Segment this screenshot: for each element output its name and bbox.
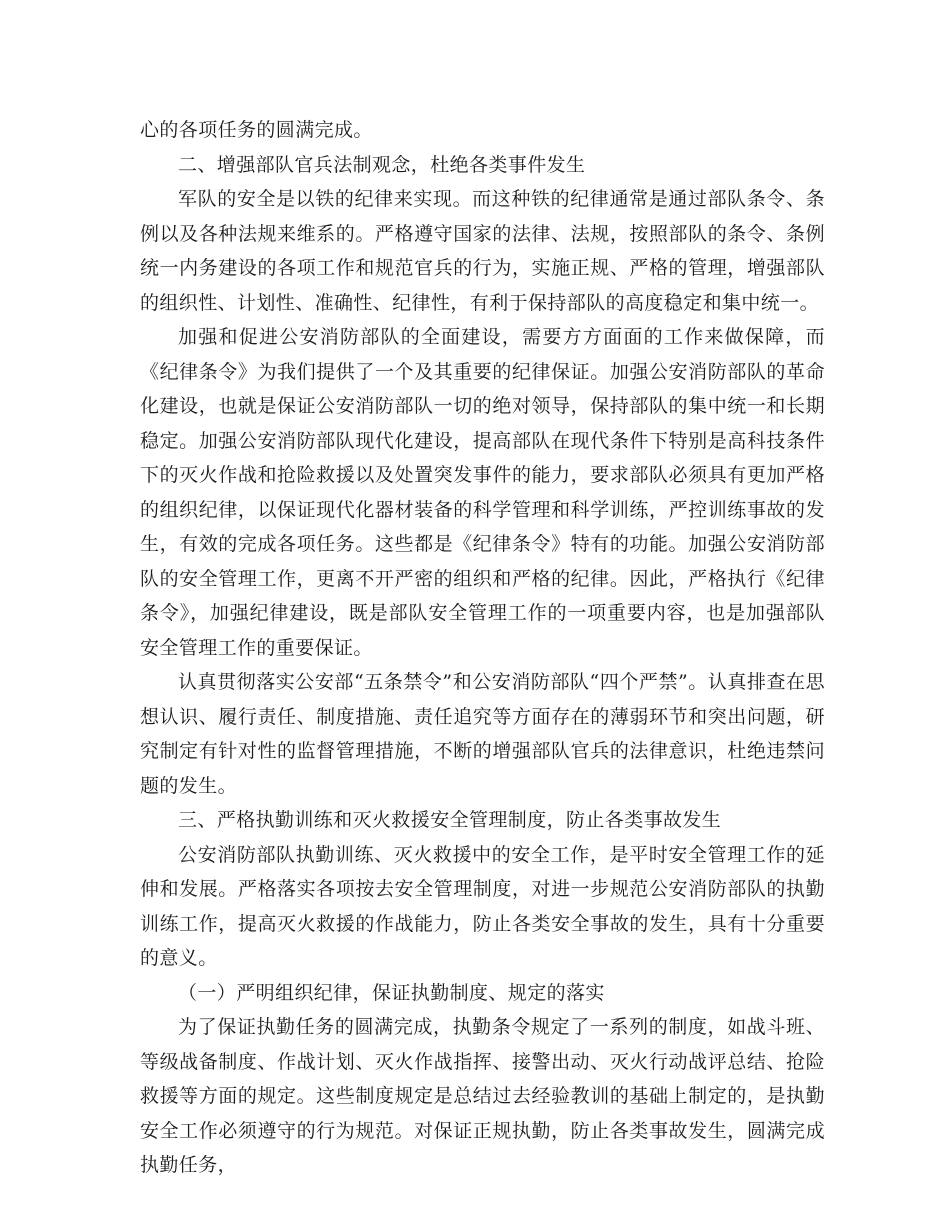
paragraph: 公安消防部队执勤训练、灭火救援中的安全工作，是平时安全管理工作的延伸和发展。严格落实各项按去安全管理制度，对进一步规范公安消防部队的执勤训练工作，提高灭火救援的作战能力，防止各类安全事故的发生，具有十分重要的意义。 bbox=[140, 843, 825, 969]
paragraph-continuation: 心的各项任务的圆满完成。 bbox=[140, 119, 373, 141]
section-heading-2: 二、增强部队官兵法制观念，杜绝各类事件发生 bbox=[178, 153, 586, 176]
paragraph: 认真贯彻落实公安部“五条禁令”和公安消防部队“四个严禁”。认真排查在思想认识、履行责任、制度措施、责任追究等方面存在的薄弱环节和突出问题，研究制定有针对性的监督管理措施，不断的增强部队官兵的法律意识，杜绝违禁问题的发生。 bbox=[140, 671, 825, 797]
paragraph: 军队的安全是以铁的纪律来实现。而这种铁的纪律通常是通过部队条令、条例以及各种法规来维系的。严格遵守国家的法律、法规，按照部队的条令、条例统一内务建设的各项工作和规范官兵的行为，实施正规、严格的管理，增强部队的组织性、计划性、准确性、纪律性，有利于保持部队的高度稳定和集中统一。 bbox=[140, 188, 825, 314]
document-body bbox=[140, 113, 825, 1183]
paragraph: 为了保证执勤任务的圆满完成，执勤条令规定了一系列的制度，如战斗班、等级战备制度、作战计划、灭火作战指挥、接警出动、灭火行动战评总结、抢险救援等方面的规定。这些制度规定是总结过去经验教训的基础上制定的，是执勤安全工作必须遵守的行为规范。对保证正规执勤，防止各类事故发生，圆满完成执勤任务， bbox=[140, 1016, 825, 1176]
section-heading-3: 三、严格执勤训练和灭火救援安全管理制度，防止各类事故发生 bbox=[178, 809, 722, 831]
subsection-heading-1: （一）严明组织纪律，保证执勤制度、规定的落实 bbox=[178, 981, 605, 1004]
paragraph: 加强和促进公安消防部队的全面建设，需要方方面面的工作来做保障，而《纪律条令》为我们提供了一个及其重要的纪律保证。加强公安消防部队的革命化建设，也就是保证公安消防部队一切的绝对领导，保持部队的集中统一和长期稳定。加强公安消防部队现代化建设，提高部队在现代条件下特别是高科技条件下的灭火作战和抢险救援以及处置突发事件的能力，要求部队必须具有更加严格的组织纪律，以保证现代化器材装备的科学管理和科学训练，严控训练事故的发生，有效的完成各项任务。这些都是《纪律条令》特有的功能。加强公安消防部队的安全管理工作，更离不开严密的组织和严格的纪律。因此，严格执行《纪律条令》，加强纪律建设，既是部队安全管理工作的一项重要内容，也是加强部队安全管理工作的重要保证。 bbox=[140, 326, 825, 659]
